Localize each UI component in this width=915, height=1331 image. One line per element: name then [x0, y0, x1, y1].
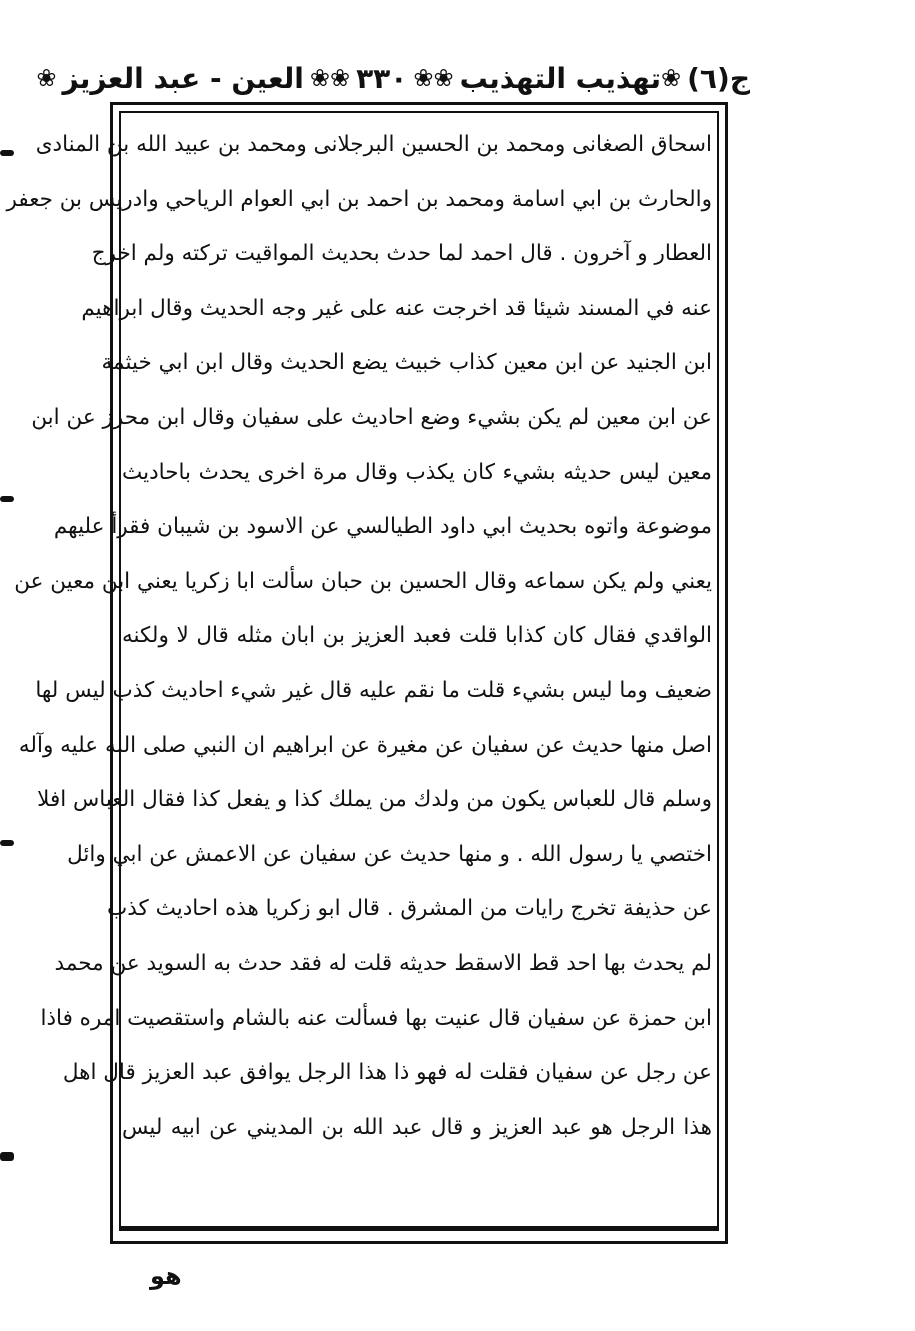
text-line: عنه في المسند شيئا قد اخرجت عنه على غير وجه الحديث وقال ابراهيم [81, 295, 712, 321]
header-title-segment [433, 62, 661, 95]
flower-ornament-icon: ❀ [36, 64, 57, 92]
main-text-block [6, 118, 712, 1155]
header-page-segment [330, 62, 434, 95]
header-volume-segment [661, 62, 750, 95]
text-line: اختصي يا رسول الله . و منها حديث عن سفيان عن الاعمش عن ابي وائل [67, 841, 712, 867]
page-number: ٣٣٠ [356, 61, 408, 95]
book-title: تهذيب التهذيب [459, 61, 662, 95]
catchword: هو [150, 1262, 182, 1290]
binding-hole-mark [0, 496, 14, 502]
text-line: معين ليس حديثه بشيء كان يكذب وقال مرة اخرى يحدث باحاديث [122, 459, 712, 485]
text-line: ابن الجنيد عن ابن معين كذاب خبيث يضع الحديث وقال ابن ابي خيثمة [101, 350, 712, 376]
text-line: وسلم قال للعباس يكون من ولدك من يملك كذا و يفعل كذا فقال العباس افلا [37, 787, 712, 813]
text-line: العطار و آخرون . قال احمد لما حدث بحديث المواقيت تركته ولم اخرج [91, 241, 712, 267]
text-line: الواقدي فقال كان كذابا قلت فعبد العزيز بن ابان مثله قال لا ولكنه [122, 623, 712, 649]
flower-ornament-icon: ❀ [309, 64, 330, 92]
text-line: لم يحدث بها احد قط الاسقط حديثه قلت له فقد حدث به السويد عن محمد [54, 950, 712, 976]
binding-hole-mark [0, 150, 14, 156]
running-header [36, 58, 750, 98]
binding-hole-mark [0, 1152, 14, 1161]
flower-ornament-icon: ❀ [413, 64, 434, 92]
binding-hole-mark [0, 840, 14, 846]
flower-ornament-icon: ❀ [661, 64, 682, 92]
text-line: عن ابن معين لم يكن بشيء وضع احاديث على سفيان وقال ابن محرز عن ابن [31, 404, 712, 430]
text-line: اصل منها حديث عن سفيان عن مغيرة عن ابراهيم ان النبي صلى الله عليه وآله [18, 732, 712, 758]
flower-ornament-icon: ❀ [433, 64, 454, 92]
text-line: ابن حمزة عن سفيان قال عنيت بها فسألت عنه بالشام واستقصيت امره فاذا [40, 1005, 712, 1031]
volume-label: ج(٦) [687, 61, 750, 95]
flower-ornament-icon: ❀ [329, 64, 351, 92]
text-line: يعني ولم يكن سماعه وقال الحسين بن حبان سألت ابا زكريا يعني ابن معين عن [14, 568, 712, 594]
section-title: العين - عبد العزيز [62, 61, 304, 95]
text-line: ضعيف وما ليس بشيء قلت ما نقم عليه قال غير شيء احاديث كذب ليس لها [35, 677, 712, 703]
header-section-segment [36, 62, 330, 95]
text-line: موضوعة واتوه بحديث ابي داود الطيالسي عن الاسود بن شيبان فقرأ عليهم [53, 514, 712, 540]
text-line: عن رجل عن سفيان فقلت له فهو ذا هذا الرجل يوافق عبد العزيز قال اهل [62, 1060, 712, 1086]
text-line: اسحاق الصغانی ومحمد بن الحسین البرجلانی ومحمد بن عبید الله بن المنادی [35, 132, 712, 157]
text-line: هذا الرجل هو عبد العزيز و قال عبد الله بن المديني عن ابيه ليس [122, 1114, 712, 1140]
text-line: عن حذيفة تخرج رايات من المشرق . قال ابو زكريا هذه احاديث كذب [107, 896, 712, 922]
text-line: والحارث بن ابي اسامة ومحمد بن احمد بن ابي العوام الرياحي وادريس بن جعفر [6, 186, 712, 212]
